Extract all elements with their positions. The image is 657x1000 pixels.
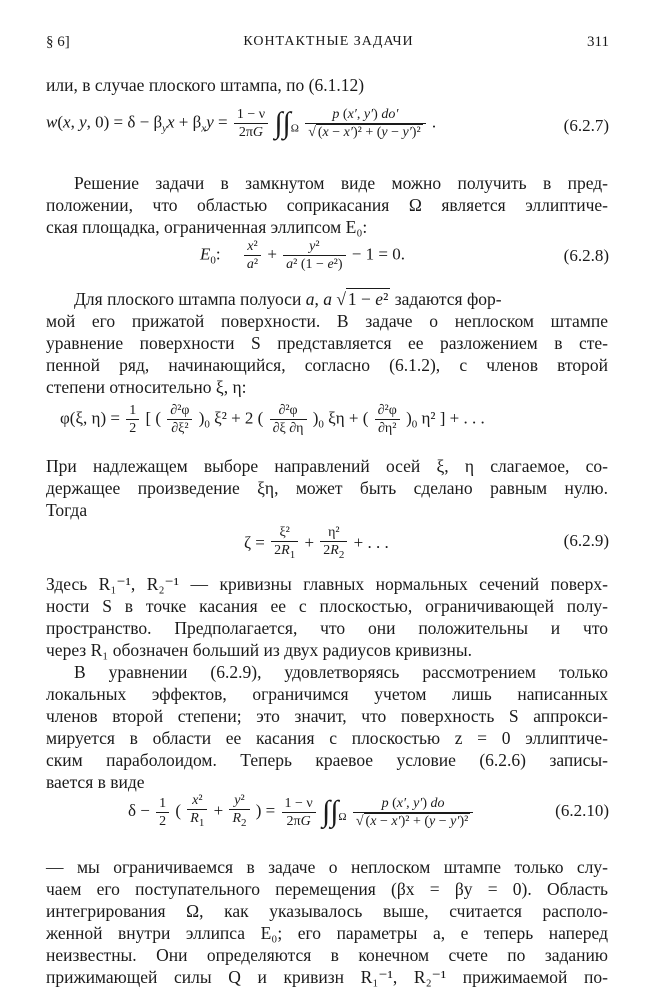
text-line: ская площадка, ограниченная эллипсом E₀: — [46, 217, 368, 237]
text-line: или, в случае плоского штампа, по (6.1.12) — [46, 75, 365, 95]
text-line: держащее произведение ξη, может быть сделано равным нулю. — [46, 478, 608, 498]
section-marker: § 6] — [46, 34, 70, 50]
equation-6-2-9: ζ = $\frac{\text{ξ²}}{2R_1}$ + $\frac{\text{η²}}{2R_2}$ + . . . — [244, 525, 389, 561]
text-line: степени относительно ξ, η: — [46, 377, 247, 397]
text-line: пространство. Предполагается, что они положительны и что — [46, 618, 608, 638]
text-line: Решение задачи в замкнутом виде можно получить в пред- — [74, 173, 608, 193]
page-number: 311 — [587, 34, 609, 50]
equation-6-2-7: w(x, y, $0) = \delta - \beta_yx + \beta_xy$ = $\frac{1 - \nu}{2\pi G}$ $\int\int_\Omega$ $\frac{p (x', y') do'}{\text{√ (x − x′)² + (y − y′)²}}$ . — [46, 106, 437, 140]
text-line: В уравнении (6.2.9), удовлетворяясь рассмотрением только — [74, 662, 608, 682]
text-line: неизвестны. Они определяются в конечном счете по заданию — [46, 945, 608, 965]
equation-number: (6.2.10) — [555, 801, 609, 820]
text-line: Для плоского штампа полуоси a, a √ 1 − e² задаются фор- — [74, 289, 502, 309]
equation-number: (6.2.9) — [563, 531, 609, 550]
equation-6-2-10: δ − $\frac{1}{2}$ ( $\frac{\text{x²}}{R_1}$ + $\frac{\text{y²}}{R_2}$ ) = $\frac{1 - \nu}{2\pi G}$ $\int\int_\Omega$ $\frac{p (x', y') do}{\text{√ (x − x′)² + (y − y′)²}}$ — [128, 792, 475, 832]
text-line: ности S в точке касания ее с плоскостью, ограничивающей полу- — [46, 596, 608, 616]
text-line: положении, что областью соприкасания Ω является эллиптиче- — [46, 195, 608, 215]
text-line: прижимающей силы Q и кривизн R₁⁻¹, R₂⁻¹ прижимаемой по- — [46, 967, 608, 987]
text-line: локальных эффектов, ограничимся учетом лишь написанных — [46, 684, 608, 704]
equation-series: φ(ξ, η) = $\frac{1}{2}$ [ ( $\frac{\text{∂²φ}}{\text{∂ξ²}}$ )$_0$ ξ² + 2 ( $\frac{\text{∂²φ}}{\partial\xi \partial\eta}$ )$_0$ ξη + ( $\frac{\text{∂²φ}}{\text{∂η²}}$ )$_0$ η² ] + . . . — [60, 403, 485, 436]
text-line: женной внутри эллипса E₀; его параметры a, e теперь наперед — [46, 923, 608, 943]
text-line: членов второй степени; это значит, что поверхность S аппрокси- — [46, 706, 608, 726]
text-line: интегрирования Ω, как указывалось выше, считается располо- — [46, 901, 608, 921]
text-line: пенной ряд, начинающийся, согласно (6.1.2), с членов второй — [46, 355, 608, 375]
text-line: мой его прижатой поверхности. В задаче о неплоском штампе — [46, 311, 608, 331]
text-line: Тогда — [46, 500, 88, 520]
text-line: уравнение поверхности S представляется ее разложением в сте- — [46, 333, 608, 353]
text-line: ским параболоидом. Теперь краевое условие (6.2.6) записы- — [46, 750, 608, 770]
text-line: чаем его поступательного перемещения (βx = βy = 0). Область — [46, 879, 608, 899]
equation-number: (6.2.8) — [563, 246, 609, 265]
running-title: КОНТАКТНЫЕ ЗАДАЧИ — [243, 34, 414, 49]
text-fragment: задаются фор- — [394, 289, 502, 309]
text-line: мируется в области ее касания с плоскостью z = 0 эллиптиче- — [46, 728, 608, 748]
text-line: При надлежащем выборе направлений осей ξ, η слагаемое, со- — [46, 456, 608, 476]
equation-6-2-8: $E_0$: $\frac{\text{x²}}{\text{a²}}$ + $\frac{\text{y²}}{\text{a² (1 − e²)}}$ − 1 = 0. — [200, 239, 405, 272]
equation-number: (6.2.7) — [563, 116, 609, 135]
text-line: — мы ограничиваемся в задаче о неплоском штампе только слу- — [46, 857, 608, 877]
text-line: через R₁ обозначен больший из двух радиусов кривизны. — [46, 640, 472, 660]
text-fragment: Для плоского штампа полуоси — [74, 289, 302, 309]
text-line: вается в виде — [46, 772, 145, 792]
text-line: Здесь R₁⁻¹, R₂⁻¹ — кривизны главных нормальных сечений поверх- — [46, 574, 608, 594]
